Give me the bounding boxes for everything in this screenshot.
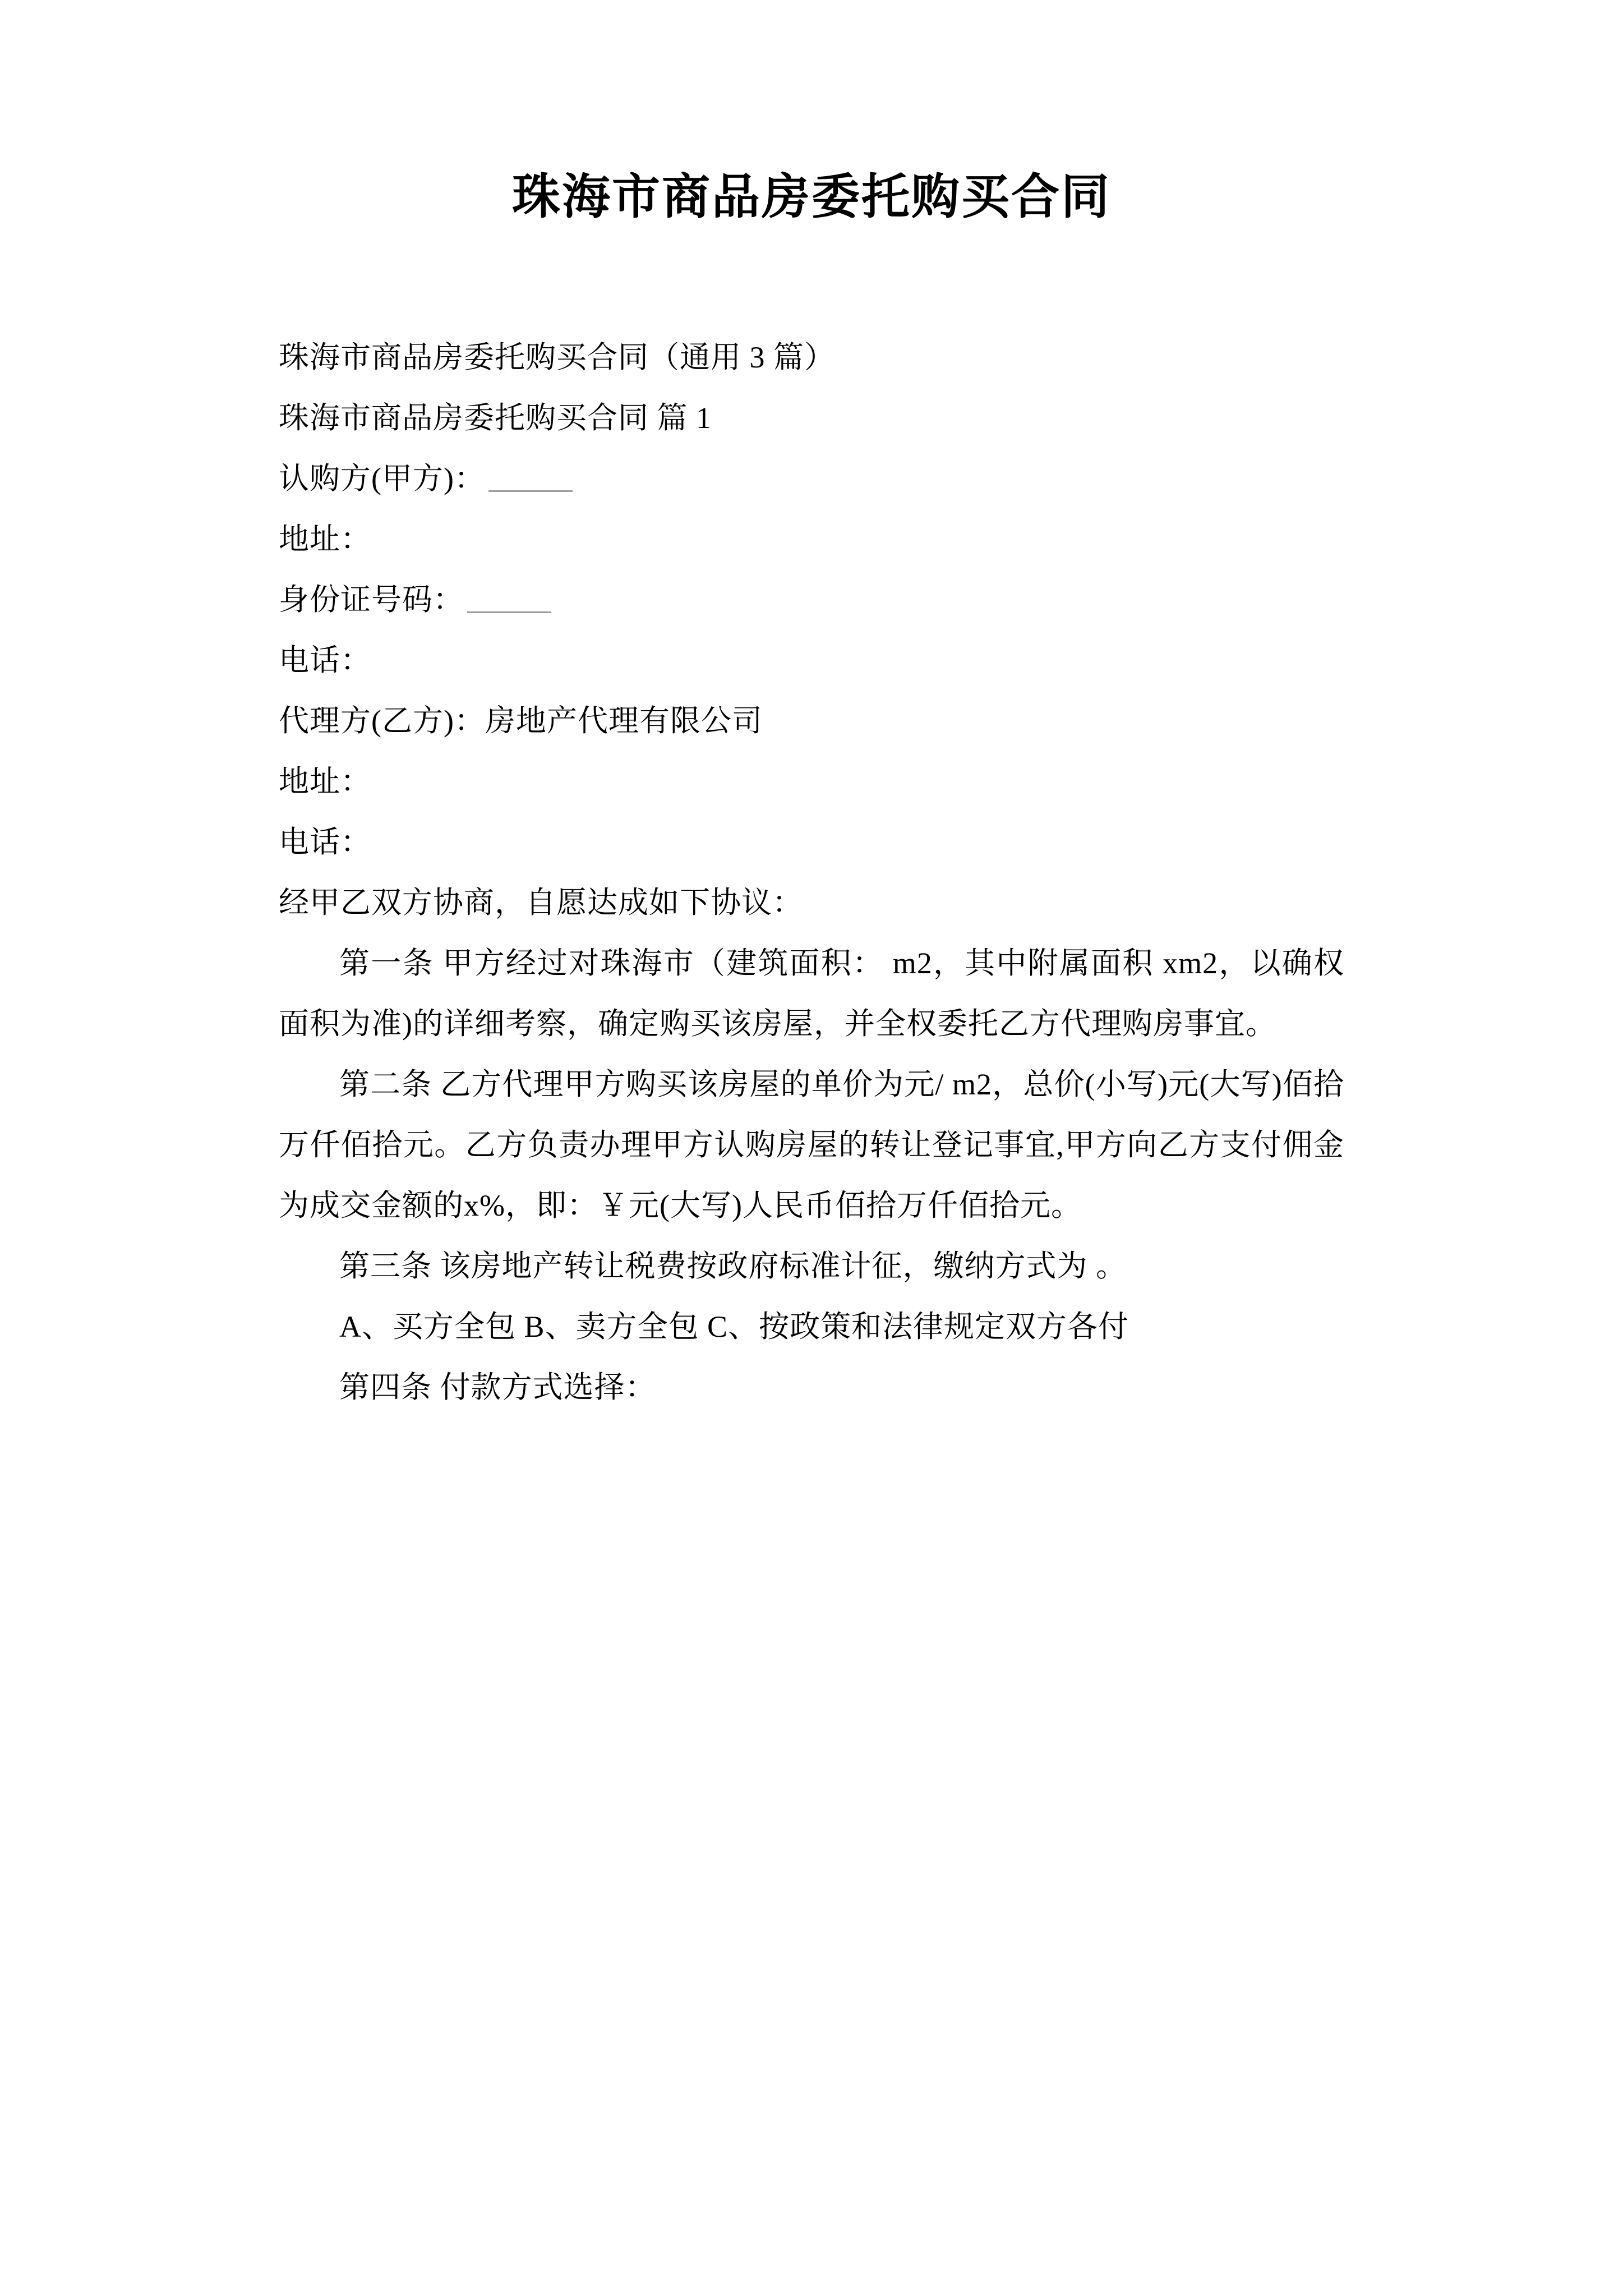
paragraph-article-1 — [279, 933, 1344, 1054]
paragraph-text: 经甲乙双方协商，自愿达成如下协议： — [279, 886, 803, 920]
paragraph-text: 第三条 该房地产转让税费按政府标准计征，缴纳方式为 。 — [339, 1249, 1127, 1283]
fill-in-blank — [467, 611, 551, 613]
paragraph-buyer-address — [279, 509, 1344, 569]
page-title: 珠海市商品房委托购买合同 — [512, 170, 1111, 224]
paragraph-buyer-id — [279, 569, 1344, 630]
paragraph-collection-line — [279, 327, 1344, 388]
paragraph-text: 珠海市商品房委托购买合同（通用 3 篇） — [279, 341, 835, 375]
paragraph-article-heading — [279, 388, 1344, 448]
paragraph-preamble — [279, 872, 1344, 933]
paragraph-text: 珠海市商品房委托购买合同 篇 1 — [279, 401, 712, 435]
paragraph-article-2 — [279, 1054, 1344, 1236]
paragraph-text: 电话： — [279, 643, 371, 678]
paragraph-buyer-line — [279, 448, 1344, 509]
paragraph-text: 认购方(甲方)： — [279, 462, 485, 496]
paragraph-agent-line — [279, 691, 1344, 751]
paragraph-text: 第一条 甲方经过对珠海市（建筑面积： m2，其中附属面积 xm2，以确权面积为准)的详细考察，确定购买该房屋，并全权委托乙方代理购房事宜。 — [279, 946, 1344, 1041]
paragraph-text: 第四条 付款方式选择： — [339, 1370, 656, 1405]
paragraph-text: 地址： — [279, 522, 371, 556]
paragraph-article-4 — [279, 1357, 1344, 1418]
paragraph-article-3-options — [279, 1296, 1344, 1357]
document-body — [279, 226, 1344, 1418]
paragraph-text: 第二条 乙方代理甲方购买该房屋的单价为元/ m2，总价(小写)元(大写)佰拾万仟佰拾元。乙方负责办理甲方认购房屋的转让登记事宜,甲方向乙方支付佣金为成交金额的x%，即：￥元(大写)人民币佰拾万仟佰拾元。 — [279, 1068, 1344, 1223]
fill-in-blank — [488, 490, 573, 492]
paragraph-text: 身份证号码： — [279, 583, 464, 617]
paragraph-agent-phone — [279, 812, 1344, 872]
paragraph-article-3 — [279, 1236, 1344, 1296]
paragraph-text: 电话： — [279, 825, 371, 859]
paragraph-text: 代理方(乙方)：房地产代理有限公司 — [279, 704, 763, 738]
paragraph-agent-address — [279, 751, 1344, 812]
paragraph-buyer-phone — [279, 630, 1344, 691]
paragraph-text: A、买方全包 B、卖方全包 C、按政策和法律规定双方各付 — [339, 1310, 1129, 1344]
paragraph-text: 地址： — [279, 765, 371, 799]
